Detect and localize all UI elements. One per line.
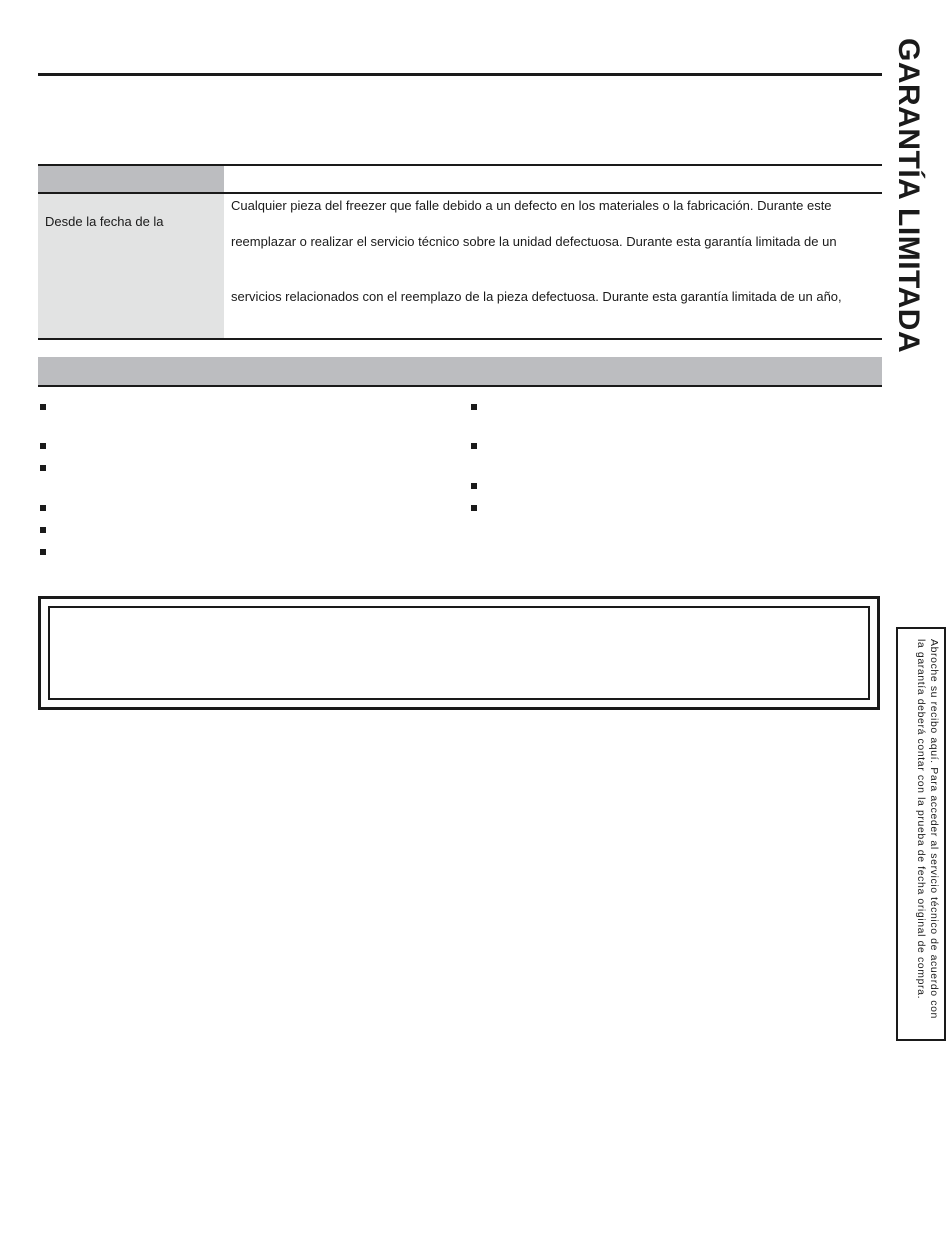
warranty-table-header — [38, 164, 882, 194]
bullet-icon — [40, 527, 46, 533]
bullet-icon — [471, 443, 477, 449]
receipt-attach-box — [896, 627, 946, 1041]
warranty-header-cell — [38, 166, 224, 192]
bullet-icon — [40, 505, 46, 511]
side-title — [878, 38, 938, 398]
warranty-table-row — [38, 194, 882, 340]
bullet-icon — [471, 505, 477, 511]
bullet-icon — [471, 404, 477, 410]
warranty-period-label: Desde la fecha de la — [45, 214, 164, 229]
bullet-icon — [40, 465, 46, 471]
side-title-text: GARANTÍA LIMITADA — [892, 38, 925, 354]
bullet-icon — [40, 404, 46, 410]
receipt-note: Abroche su recibo aquí. Para acceder al servicio técnico de acuerdo con la garantía deberá contar con la prueba de fecha original de compra. — [915, 639, 940, 1019]
warranty-table — [38, 164, 882, 340]
notice-box — [38, 596, 880, 710]
bullet-icon — [40, 443, 46, 449]
warranty-period-cell — [38, 194, 224, 338]
top-rule — [38, 73, 882, 76]
warranty-description-line-2: reemplazar o realizar el servicio técnico sobre la unidad defectuosa. Durante esta garantía limitada de un — [231, 234, 837, 249]
warranty-description-line-1: Cualquier pieza del freezer que falle debido a un defecto en los materiales o la fabricación. Durante este — [231, 198, 832, 213]
notice-box-inner — [48, 606, 870, 700]
bullet-icon — [40, 549, 46, 555]
exclusions-header-bar — [38, 357, 882, 387]
warranty-description-line-3: servicios relacionados con el reemplazo de la pieza defectuosa. Durante esta garantía limitada de un año, — [231, 289, 842, 304]
bullet-icon — [471, 483, 477, 489]
